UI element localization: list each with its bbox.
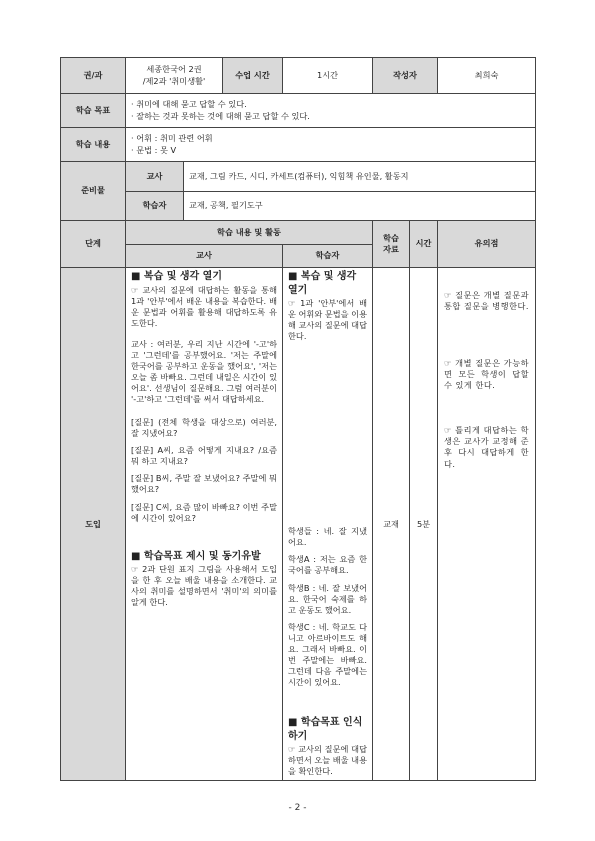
page-number: - 2 - [288,803,307,813]
teacher-question: [질문] C씨, 요즘 많이 바빠요? 이번 주말에 시간이 있어요? [131,501,277,523]
col-resources-line2: 자료 [383,244,399,254]
time-value: 1시간 [283,58,373,94]
student-answer: 학생C : 네. 학교도 다니고 아르바이트도 해요. 그래서 바빠요. 이번 주말에는 바빠요. 그런데 다음 주말에는 시간이 있어요. [288,621,367,687]
student-answer: 학생A : 저는 요즘 한국어를 공부해요. [288,554,367,576]
col-activities: 학습 내용 및 활동 [126,221,373,245]
note-item: ☞ 질문은 개별 질문과 통합 질문을 병행한다. [444,290,530,312]
teacher-script: 교사 : 여러분, 우리 지난 시간에 '-고'하고 '그런데'를 공부했어요. '저는 주말에 한국어를 공부하고 운동을 했어요', '저는 오늘 좀 바빠요. 그런데 내일은 시간이 있어요'. 선생님이 질문해요. 그럼 여러분이 '-고'하고 '그런데'를 써서 대답하세요. [131,338,277,405]
content-list [126,128,536,162]
materials-student-value: 교재, 공책, 필기도구 [184,192,536,221]
subject-value-line2: /제2과 '취미생활' [142,75,206,86]
teacher-question: [질문] (전체 학생을 대상으로) 여러분, 잘 지냈어요? [131,417,277,439]
teacher-activity [126,268,283,781]
col-stage: 단계 [61,221,126,268]
subject-value-line1: 세종한국어 2권 [146,64,202,75]
materials-teacher-value: 교재, 그림 카드, 시디, 카세트(컴퓨터), 익힘책 유인물, 활동지 [184,162,536,192]
teacher-section-title: ■ 학습목표 제시 및 동기유발 [131,550,261,562]
student-activity [283,268,373,781]
goal-item: · 잘하는 것과 못하는 것에 대해 묻고 답할 수 있다. [131,110,310,121]
student-guidance: ☞ 교사의 질문에 대답하면서 오늘 배울 내용을 확인한다. [288,744,367,777]
author-label: 작성자 [373,58,438,94]
content-item: · 어휘 : 취미 관련 어휘 [131,133,213,144]
col-student: 학습자 [283,245,373,268]
col-notes: 유의점 [438,221,536,268]
goal-label: 학습 목표 [61,94,126,128]
content-label: 학습 내용 [61,128,126,162]
goal-list [126,94,536,128]
student-guidance: ☞ 1과 '안부'에서 배운 어휘와 문법을 이용해 교사의 질문에 대답한다. [288,298,367,342]
teacher-guidance: ☞ 교사의 질문에 대답하는 활동을 통해 1과 '안부'에서 배운 내용을 복습한다. 배운 문법과 어휘를 활용해 대답하도록 유도한다. [131,284,277,328]
content-item: · 문법 : 못 V [131,144,177,155]
subject-label: 권/과 [61,58,126,94]
student-answer: 학생들 : 네. 잘 지냈어요. [288,526,367,548]
col-time: 시간 [410,221,438,268]
student-section-title: ■ 복습 및 생각 열기 [288,271,357,296]
note-item: ☞ 틀리게 대답하는 학생은 교사가 교정해 준 후 다시 대답하게 한다. [444,425,530,469]
time-label: 수업 시간 [223,58,283,94]
goal-item: · 취미에 대해 묻고 답할 수 있다. [131,99,247,110]
col-teacher: 교사 [126,245,283,268]
note-item: ☞ 개별 질문은 가능하면 모든 학생이 답할 수 있게 한다. [444,358,530,391]
col-resources-line1: 학습 [383,232,399,243]
intro-resources: 교재 [373,268,410,781]
stage-intro: 도입 [61,268,126,781]
author-value: 최희숙 [438,58,536,94]
materials-teacher-label: 교사 [126,162,184,192]
materials-label: 준비물 [61,162,126,221]
student-section-title: ■ 학습목표 인식하기 [288,717,363,742]
materials-student-label: 학습자 [126,192,184,221]
subject-value [126,58,223,94]
teacher-guidance: ☞ 2과 단원 표지 그림을 사용해서 도입을 한 후 오늘 배울 내용을 소개한다. 교사의 취미를 설명하면서 '취미'의 의미를 알게 한다. [131,564,277,608]
intro-notes [438,268,536,781]
col-resources [373,221,410,268]
teacher-section-title: ■ 복습 및 생각 열기 [131,271,222,282]
lesson-plan-table [60,57,536,781]
teacher-question: [질문] A씨, 요즘 어떻게 지내요? /요즘 뭐 하고 지내요? [131,445,277,467]
intro-time: 5분 [410,268,438,781]
teacher-question: [질문] B씨, 주말 잘 보냈어요? 주말에 뭐 했어요? [131,473,277,495]
student-answer: 학생B : 네. 잘 보냈어요. 한국어 숙제를 하고 운동도 했어요. [288,582,367,615]
